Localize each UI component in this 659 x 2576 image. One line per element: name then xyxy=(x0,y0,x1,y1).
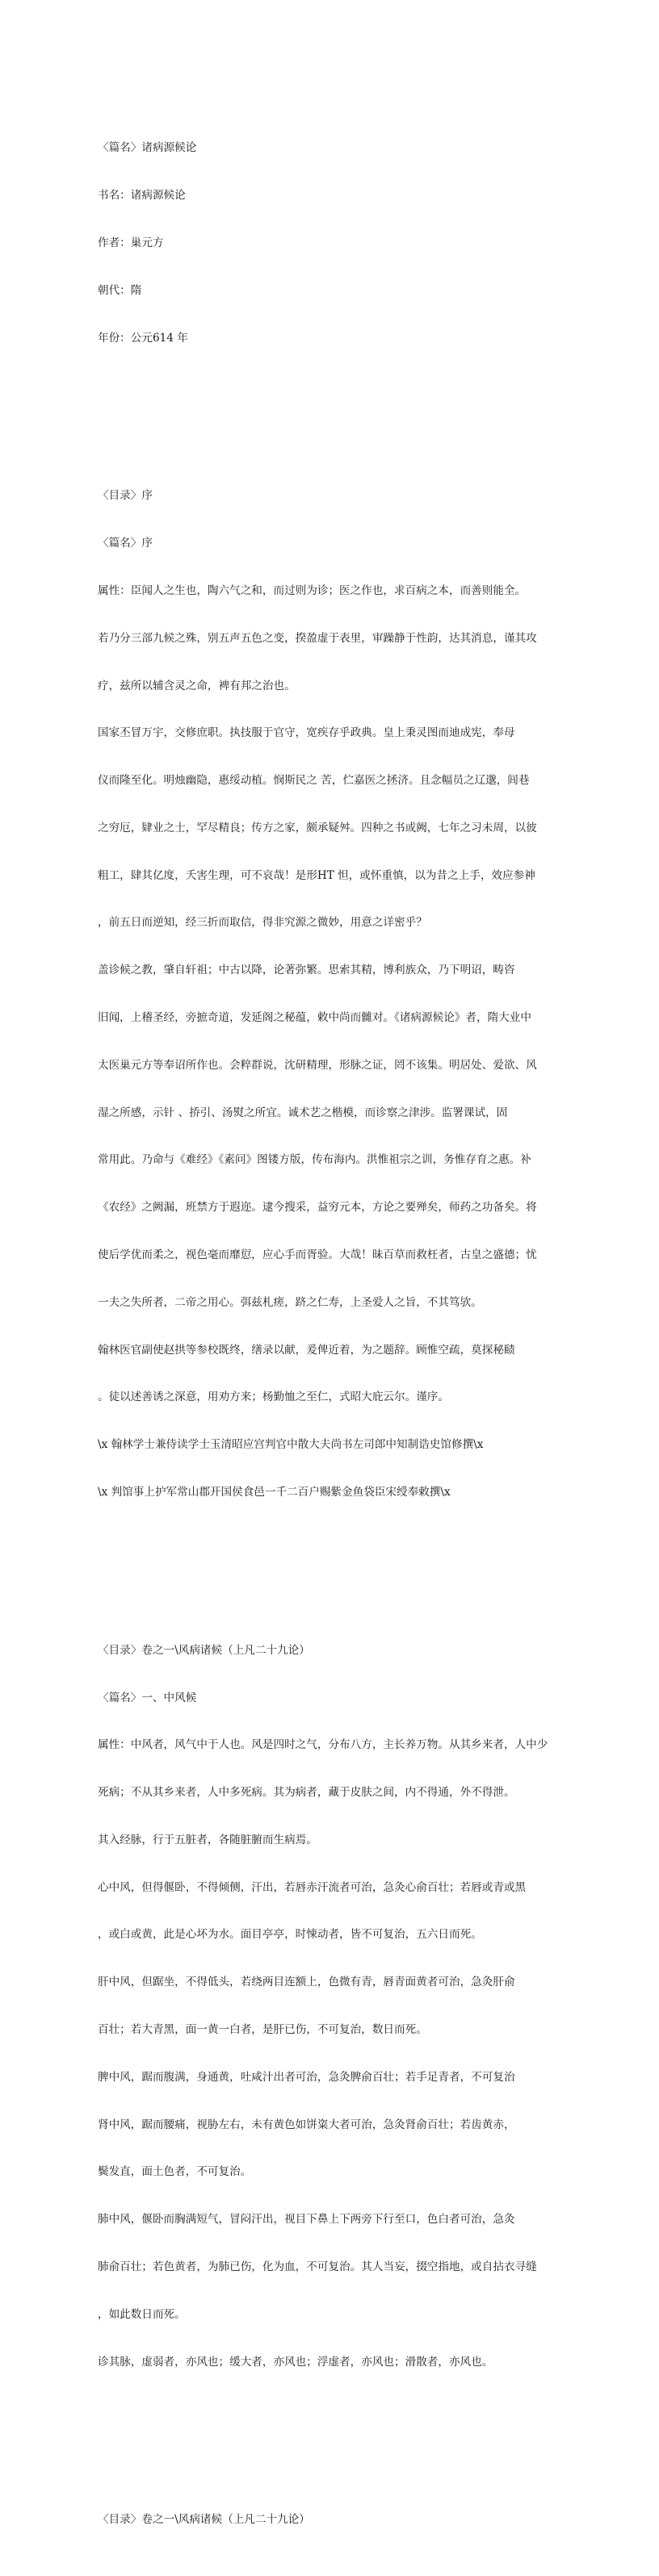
text-line: ，前五日而逆知，经三折而取信，得非究源之微妙，用意之详密乎？ xyxy=(98,916,427,930)
text-line: 一夫之失所者，二帝之用心。弭兹札瘥，跻之仁寿，上圣爱人之旨，不其笃欤。 xyxy=(98,1295,482,1309)
text-line: 心中风，但得偃卧，不得倾侧，汗出，若唇赤汗流者可治，急灸心俞百壮；若唇或青或黑 xyxy=(98,1880,527,1894)
text-line: 死病；不从其乡来者，人中多死病。其为病者，藏于皮肤之间，内不得通，外不得泄。 xyxy=(98,1786,515,1800)
text-line: 诊其脉，虚弱者，亦风也；缓大者，亦风也；浮虚者，亦风也；滑散者，亦风也。 xyxy=(98,2355,493,2369)
text-line: 属性：臣闻人之生也，陶六气之和，而过则为诊；医之作也，求百病之本，而善则能全。 xyxy=(98,584,527,597)
text-line: 〈篇名〉一、中风候 xyxy=(98,1691,197,1704)
text-line: 其入经脉，行于五脏者，各随脏腑而生病焉。 xyxy=(98,1833,317,1846)
text-line: 盖诊候之教，肇自轩祖；中古以降，论著弥繁。思索其精，博利族众，乃下明诏，畴咨 xyxy=(98,964,515,977)
text-line: 仪而隆至化。明烛幽隐，惠绥动植。悯斯民之 苦，伫嘉医之拯济。且念幅员之辽邈，闾巷 xyxy=(98,774,530,788)
document-header xyxy=(98,109,647,378)
preface-section xyxy=(98,457,647,1532)
text-line: 百壮；若大青黑，面一黄一白者，是肝已伤，不可复治，数日而死。 xyxy=(98,2023,427,2037)
text-line: 疗，兹所以辅含灵之命，裨有邦之治也。 xyxy=(98,679,296,692)
text-line: 粗工，肆其亿度，夭害生理，可不哀哉！是形HT 怛，或怀重慎，以为昔之上手，效应参神 xyxy=(98,868,535,882)
text-line: 肺中风，偃卧而胸满短气，冒闷汗出，视目下鼻上下两旁下行至口，色白者可治，急灸 xyxy=(98,2213,515,2227)
text-line: 脾中风，踞而腹满，身通黄，吐咸汁出者可治，急灸脾俞百壮；若手足青者，不可复治 xyxy=(98,2070,515,2084)
text-line: 〈目录〉序 xyxy=(98,489,153,503)
spacer xyxy=(98,409,647,425)
text-line: 。徒以述善诱之深意，用劝方来；杨勤恤之至仁，式昭大庇云尔。谨序。 xyxy=(98,1390,449,1404)
text-line: 翰林医官副使赵拱等参校既终，缮录以献，爰俾近着，为之题辞。顾惟空疏，莫探秘赜 xyxy=(98,1343,515,1357)
document-page xyxy=(98,77,647,2576)
document-footer xyxy=(98,2481,647,2560)
spacer xyxy=(98,2433,647,2449)
text-line: 旧闻，上稽圣经，旁摭奇道，发延阁之秘蕴，敕中尚而雠对。《诸病源候论》者，隋大业中 xyxy=(98,1011,531,1025)
text-line: 肺俞百壮；若色黄者，为肺已伤，化为血，不可复治。其人当妄，掇空指地，或自拈衣寻缝 xyxy=(98,2260,537,2273)
text-line: 鬓发直，面土色者，不可复治。 xyxy=(98,2165,252,2179)
text-line: 湿之所感，示针 、挢引、汤熨之所宜。诚术艺之楷模，而诊察之津涉。监署课试，固 xyxy=(98,1106,508,1119)
text-line: 若乃分三部九候之殊，别五声五色之变，揆盈虚于表里，审躁静于性韵，达其消息，谨其攻 xyxy=(98,631,537,645)
text-line: \x 翰林学士兼侍读学士玉清昭应宫判官中散大夫尚书左司郎中知制诰史馆修撰\x xyxy=(98,1438,484,1452)
text-line: ，如此数日而死。 xyxy=(98,2307,186,2321)
text-line: 〈篇名〉序 xyxy=(98,537,153,550)
text-line: 肝中风，但踞坐，不得低头，若绕两目连额上，色微有青，唇青面黄者可治，急灸肝俞 xyxy=(98,1976,515,1989)
text-line: 〈目录〉卷之一\风病诸候（上凡二十九论） xyxy=(98,1643,310,1657)
text-line: 年份：公元614 年 xyxy=(98,331,188,345)
text-line: \x 判馆事上护军常山郡开国侯食邑一千二百户赐紫金鱼袋臣宋绶奉敕撰\x xyxy=(98,1485,451,1499)
text-line: 朝代：隋 xyxy=(98,283,142,297)
text-line: 〈目录〉卷之一\风病诸候（上凡二十九论） xyxy=(98,2513,310,2527)
text-line: 〈篇名〉诸病源候论 xyxy=(98,141,197,155)
text-line: 肾中风，踞而腰痛，视胁左右，未有黄色如饼粢大者可治，急灸肾俞百壮；若齿黄赤， xyxy=(98,2118,515,2131)
text-line: 常用此。乃命与《难经》《素问》图镂方版，传布海内。洪惟祖宗之训，务惟存育之惠。补 xyxy=(98,1153,531,1167)
text-line: 属性：中风者，风气中于人也。风是四时之气，分布八方，主长养万物。从其乡来者，人中少 xyxy=(98,1738,548,1752)
chapter-section xyxy=(98,1612,647,2402)
text-line: 之穷厄，肄业之士，罕尽精良；传方之家，颇承疑舛。四种之书或阙，七年之习未周，以彼 xyxy=(98,821,537,834)
text-line: 使后学优而柔之，视色毫而靡愆，应心手而胥验。大哉！昧百草而救枉者，古皇之盛德；忧 xyxy=(98,1248,537,1261)
text-line: 作者：巢元方 xyxy=(98,236,164,249)
text-line: 太医巢元方等奉诏所作也。会粹群说，沈研精理，形脉之证，罔不该集。明居处、爱欲、风 xyxy=(98,1058,537,1072)
text-line: 《农经》之阙漏，班禁方于遐迩。逮今搜采，益穷元本，方论之要殚矣，师药之功备矣。将 xyxy=(98,1201,537,1215)
spacer xyxy=(98,1564,647,1580)
text-line: 国家丕冒万宇，交修庶职。执技服于官守，宽疾存乎政典。皇上秉灵图而迪成宪，奉母 xyxy=(98,726,515,740)
text-line: 书名：诸病源候论 xyxy=(98,189,186,203)
text-line: ，或白或黄，此是心坏为水。面目亭亭，时悚动者，皆不可复治，五六日而死。 xyxy=(98,1928,482,1942)
